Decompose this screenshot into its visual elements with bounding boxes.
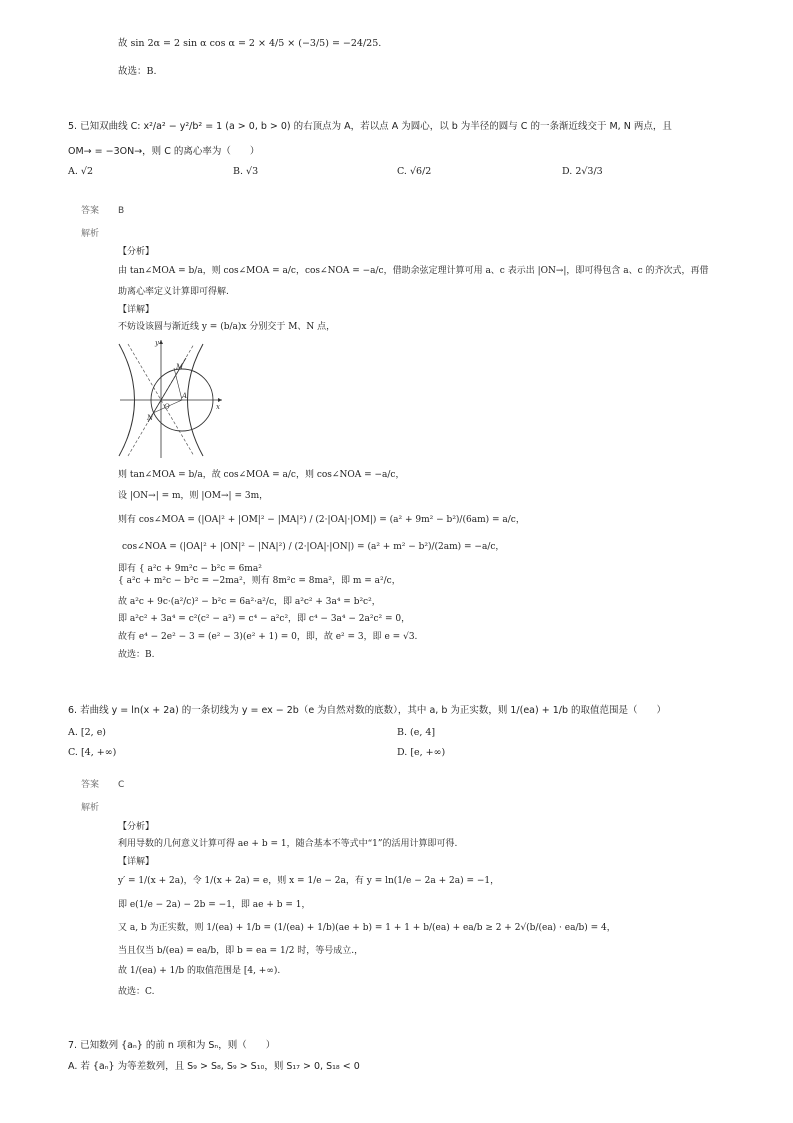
question-6-stem: 6. 若曲线 y = ln(x + 2a) 的一条切线为 y = ex − 2b（e 为自然对数的底数），其中 a, b 为正实数，则 1/(ea) + 1/b 的取值范围是（ ） — [68, 705, 667, 716]
choice-line: 故选：B. — [118, 66, 157, 77]
xiangjie-line: 故选：C. — [118, 987, 155, 997]
q5-option-a: A. √2 — [68, 166, 93, 177]
xiangjie-line: { a²c + m²c − b²c = −2ma²，则有 8m²c = 8ma²，即 m = a²/c， — [118, 576, 401, 586]
question-5-stem: 5. 已知双曲线 C: x²/a² − y²/b² = 1 (a > 0, b > 0) 的右顶点为 A，若以点 A 为圆心，以 b 为半径的圆与 C 的一条渐近线交于 M, N 两点，且 — [68, 121, 672, 132]
question-7-stem: 7. 已知数列 {aₙ} 的前 n 项和为 Sₙ，则（ ） — [68, 1040, 276, 1051]
analysis-label: 解析 — [81, 803, 100, 813]
xiangjie-line: 故有 e⁴ − 2e² − 3 = (e² − 3)(e² + 1) = 0，即，故 e² = 3，即 e = √3. — [118, 632, 418, 642]
fenxi-title: 【分析】 — [118, 822, 155, 832]
q5-option-d: D. 2√3/3 — [562, 166, 603, 177]
xiangjie-line: 即 e(1/e − 2a) − 2b = −1，即 ae + b = 1， — [118, 900, 311, 910]
xiangjie-line: y′ = 1/(x + 2a)，令 1/(x + 2a) = e，则 x = 1/e − 2a，有 y = ln(1/e − 2a + 2a) = −1， — [118, 876, 500, 886]
xiangjie-line: 则有 cos∠MOA = (|OA|² + |OM|² − |MA|²) / (2·|OA|·|OM|) = (a² + 9m² − b²)/(6am) = a/c， — [118, 515, 525, 525]
label-a: A — [182, 392, 188, 400]
label-y: y — [155, 339, 159, 347]
fenxi-title: 【分析】 — [118, 247, 155, 257]
xiangjie-line: 即有 { a²c + 9m²c − b²c = 6ma² — [118, 564, 262, 574]
segment-ma — [174, 368, 182, 400]
answer-label: 答案 — [81, 206, 100, 216]
xiangjie-line: 故选：B. — [118, 650, 155, 660]
hyperbola-figure — [118, 336, 228, 462]
fenxi-text-cont: 助离心率定义计算即可得解. — [118, 287, 229, 297]
xiangjie-line: 不妨设该圆与渐近线 y = (b/a)x 分别交于 M、N 点， — [118, 322, 336, 332]
x-axis-arrow — [218, 398, 222, 402]
q5-option-b: B. √3 — [233, 166, 259, 177]
q5-option-c: C. √6/2 — [397, 166, 432, 177]
label-x: x — [216, 403, 220, 411]
q6-option-c: C. [4, +∞) — [68, 747, 117, 758]
q7-option-a: A. 若 {aₙ} 为等差数列，且 S₉ > S₈, S₉ > S₁₀，则 S₁₇ > 0, S₁₈ < 0 — [68, 1061, 360, 1072]
q6-option-d: D. [e, +∞) — [397, 747, 446, 758]
label-m: M — [176, 363, 184, 371]
xiangjie-line: 则 tan∠MOA = b/a，故 cos∠MOA = a/c，则 cos∠NOA = −a/c， — [118, 470, 405, 480]
answer-label: 答案 — [81, 780, 100, 790]
answer-value: B — [118, 206, 125, 216]
label-n: N — [147, 414, 154, 422]
q6-option-a: A. [2, e) — [68, 727, 107, 738]
label-o: O — [164, 403, 170, 411]
xiangjie-line: 即 a²c² + 3a⁴ = c²(c² − a²) = c⁴ − a²c²，即 c⁴ − 3a⁴ − 2a²c² = 0， — [118, 614, 411, 624]
question-5-stem-cont: OM→ = −3ON→，则 C 的离心率为（ ） — [68, 146, 260, 157]
fenxi-text: 由 tan∠MOA = b/a，则 cos∠MOA = a/c，cos∠NOA = −a/c，借助余弦定理计算可用 a、c 表示出 |ON→|，即可得包含 a、c 的齐次式，再借 — [118, 266, 709, 276]
xiangjie-line: 故 a²c + 9c·(a²/c)² − b²c = 6a²·a²/c，即 a²c² + 3a⁴ = b²c²， — [118, 597, 381, 607]
xiangjie-title: 【详解】 — [118, 305, 155, 315]
formula-line: 故 sin 2α = 2 sin α cos α = 2 × 4/5 × (−3/5) = −24/25. — [118, 38, 382, 49]
xiangjie-line: 故 1/(ea) + 1/b 的取值范围是 [4, +∞). — [118, 966, 281, 976]
xiangjie-line: 当且仅当 b/(ea) = ea/b，即 b = ea = 1/2 时，等号成立.， — [118, 946, 364, 956]
xiangjie-line: 设 |ON→| = m，则 |OM→| = 3m， — [118, 491, 269, 501]
xiangjie-line: cos∠NOA = (|OA|² + |ON|² − |NA|²) / (2·|OA|·|ON|) = (a² + m² − b²)/(2am) = −a/c， — [122, 542, 505, 552]
xiangjie-line: 又 a, b 为正实数，则 1/(ea) + 1/b = (1/(ea) + 1/b)(ae + b) = 1 + 1 + b/(ea) + ea/b ≥ 2 + 2√(b/(ea) · ea/b) = 4， — [118, 923, 616, 933]
q6-option-b: B. (e, 4] — [397, 727, 436, 738]
answer-value: C — [118, 780, 125, 790]
xiangjie-title: 【详解】 — [118, 857, 155, 867]
fenxi-text: 利用导数的几何意义计算可得 ae + b = 1，随合基本不等式中“1”的活用计算即可得. — [118, 839, 458, 849]
analysis-label: 解析 — [81, 229, 100, 239]
y-axis-arrow — [159, 340, 163, 344]
